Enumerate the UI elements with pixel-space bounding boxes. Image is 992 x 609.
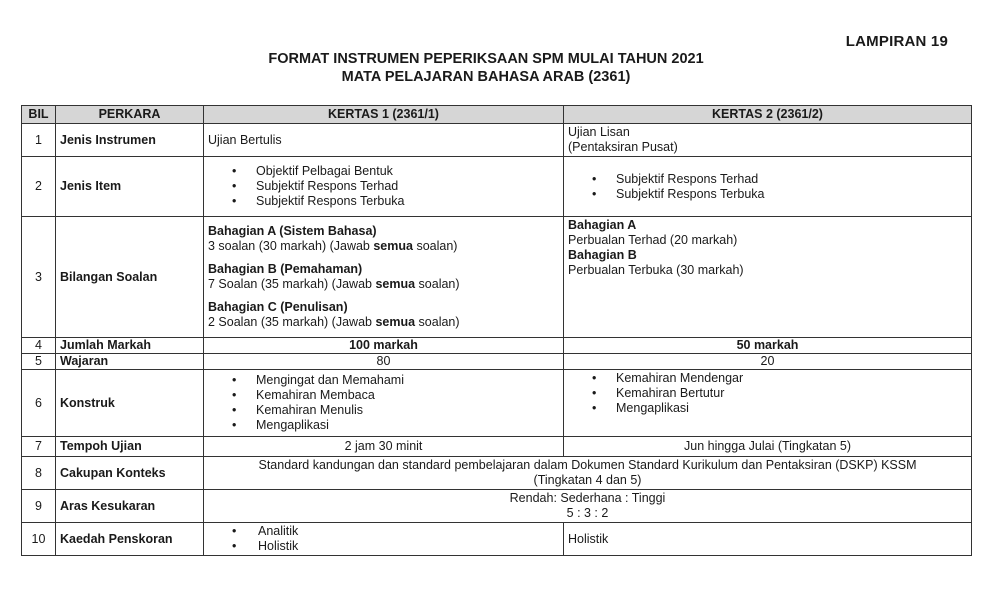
text-part: soalan) xyxy=(415,277,460,291)
row-bil: 2 xyxy=(22,157,56,217)
cell-merged xyxy=(204,490,972,523)
table-row xyxy=(22,370,972,437)
row-perkara: Konstruk xyxy=(56,370,204,437)
lampiran-label: LAMPIRAN 19 xyxy=(845,33,948,50)
text-part: 2 Soalan (35 markah) (Jawab xyxy=(208,315,376,329)
section-text: Perbualan Terhad (20 markah) xyxy=(568,233,738,247)
format-table xyxy=(21,105,972,556)
text-part: soalan) xyxy=(412,239,458,253)
cell-merged xyxy=(204,457,972,490)
cell-kertas1 xyxy=(204,217,564,338)
cell-kertas2 xyxy=(564,370,972,437)
row-bil: 3 xyxy=(22,217,56,338)
cell-kertas2: Holistik xyxy=(564,523,972,556)
table-row xyxy=(22,157,972,217)
row-perkara: Kaedah Penskoran xyxy=(56,523,204,556)
table-row xyxy=(22,490,972,523)
cell-line: (Tingkatan 4 dan 5) xyxy=(533,473,642,487)
bullet-item: • Holistik xyxy=(208,539,559,554)
cell-kertas1: 100 markah xyxy=(204,338,564,354)
cell-kertas1 xyxy=(204,523,564,556)
bullet-item: • Kemahiran Bertutur xyxy=(568,386,967,401)
row-bil: 4 xyxy=(22,338,56,354)
emphasis-text: semua xyxy=(373,239,413,253)
section-heading: Bahagian B xyxy=(568,248,637,262)
header-perkara: PERKARA xyxy=(56,106,204,124)
cell-kertas1: Ujian Bertulis xyxy=(204,124,564,157)
bullet-item: • Mengaplikasi xyxy=(568,401,967,416)
cell-kertas2: 50 markah xyxy=(564,338,972,354)
section-block xyxy=(208,300,559,330)
text-part: soalan) xyxy=(415,315,460,329)
section-heading: Bahagian C (Penulisan) xyxy=(208,300,348,314)
row-bil: 10 xyxy=(22,523,56,556)
cell-kertas2: 20 xyxy=(564,354,972,370)
bullet-item: • Analitik xyxy=(208,524,559,539)
cell-kertas1: 80 xyxy=(204,354,564,370)
title-line-2: MATA PELAJARAN BAHASA ARAB (2361) xyxy=(341,69,631,85)
table-row xyxy=(22,354,972,370)
bullet-item: • Kemahiran Membaca xyxy=(208,388,559,403)
table-row xyxy=(22,523,972,556)
cell-line: Ujian Lisan xyxy=(568,125,630,139)
cell-kertas1: 2 jam 30 minit xyxy=(204,437,564,457)
section-block xyxy=(208,224,559,254)
cell-line: Rendah: Sederhana : Tinggi xyxy=(509,491,666,505)
header-kertas2: KERTAS 2 (2361/2) xyxy=(564,106,972,124)
row-bil: 9 xyxy=(22,490,56,523)
row-perkara: Wajaran xyxy=(56,354,204,370)
section-text xyxy=(208,315,559,330)
text-part: 3 soalan (30 markah) (Jawab xyxy=(208,239,374,253)
cell-line: (Pentaksiran Pusat) xyxy=(568,140,678,154)
row-bil: 1 xyxy=(22,124,56,157)
cell-kertas1 xyxy=(204,157,564,217)
cell-kertas2 xyxy=(564,157,972,217)
title-line-1: FORMAT INSTRUMEN PEPERIKSAAN SPM MULAI TAHUN 2021 xyxy=(268,51,704,67)
row-perkara: Jumlah Markah xyxy=(56,338,204,354)
bullet-item: • Kemahiran Mendengar xyxy=(568,371,967,386)
row-perkara: Jenis Instrumen xyxy=(56,124,204,157)
bullet-item: • Objektif Pelbagai Bentuk xyxy=(208,164,559,179)
section-heading: Bahagian A xyxy=(568,218,637,232)
section-heading: Bahagian B (Pemahaman) xyxy=(208,262,363,276)
row-bil: 5 xyxy=(22,354,56,370)
table-row xyxy=(22,437,972,457)
table-row xyxy=(22,217,972,338)
row-perkara: Bilangan Soalan xyxy=(56,217,204,338)
row-bil: 8 xyxy=(22,457,56,490)
cell-kertas2: Jun hingga Julai (Tingkatan 5) xyxy=(564,437,972,457)
cell-kertas1 xyxy=(204,370,564,437)
bullet-item: • Mengingat dan Memahami xyxy=(208,373,559,388)
section-heading: Bahagian A (Sistem Bahasa) xyxy=(208,224,377,238)
header-bil: BIL xyxy=(22,106,56,124)
cell-line: Standard kandungan dan standard pembelajaran dalam Dokumen Standard Kurikulum dan Pentaksiran (DSKP) KSSM xyxy=(258,458,917,472)
cell-kertas2 xyxy=(564,217,972,338)
table-row xyxy=(22,338,972,354)
cell-kertas2 xyxy=(564,124,972,157)
bullet-item: • Subjektif Respons Terbuka xyxy=(208,194,559,209)
row-bil: 7 xyxy=(22,437,56,457)
section-text xyxy=(208,277,559,292)
header-kertas1: KERTAS 1 (2361/1) xyxy=(204,106,564,124)
text-part: 7 Soalan (35 markah) (Jawab xyxy=(208,277,376,291)
bullet-item: • Subjektif Respons Terbuka xyxy=(568,187,967,202)
section-block xyxy=(208,262,559,292)
bullet-item: • Subjektif Respons Terhad xyxy=(208,179,559,194)
bullet-item: • Mengaplikasi xyxy=(208,418,559,433)
row-perkara: Aras Kesukaran xyxy=(56,490,204,523)
row-perkara: Cakupan Konteks xyxy=(56,457,204,490)
row-perkara: Tempoh Ujian xyxy=(56,437,204,457)
bullet-item: • Kemahiran Menulis xyxy=(208,403,559,418)
table-row xyxy=(22,124,972,157)
bullet-item: • Subjektif Respons Terhad xyxy=(568,172,967,187)
cell-line: 5 : 3 : 2 xyxy=(566,506,609,520)
emphasis-text: semua xyxy=(375,277,416,291)
document-title xyxy=(0,50,992,86)
emphasis-text: semua xyxy=(375,315,416,329)
table-header-row xyxy=(22,106,972,124)
row-perkara: Jenis Item xyxy=(56,157,204,217)
section-text: Perbualan Terbuka (30 markah) xyxy=(568,263,744,277)
row-bil: 6 xyxy=(22,370,56,437)
section-text xyxy=(208,239,559,254)
table-row xyxy=(22,457,972,490)
